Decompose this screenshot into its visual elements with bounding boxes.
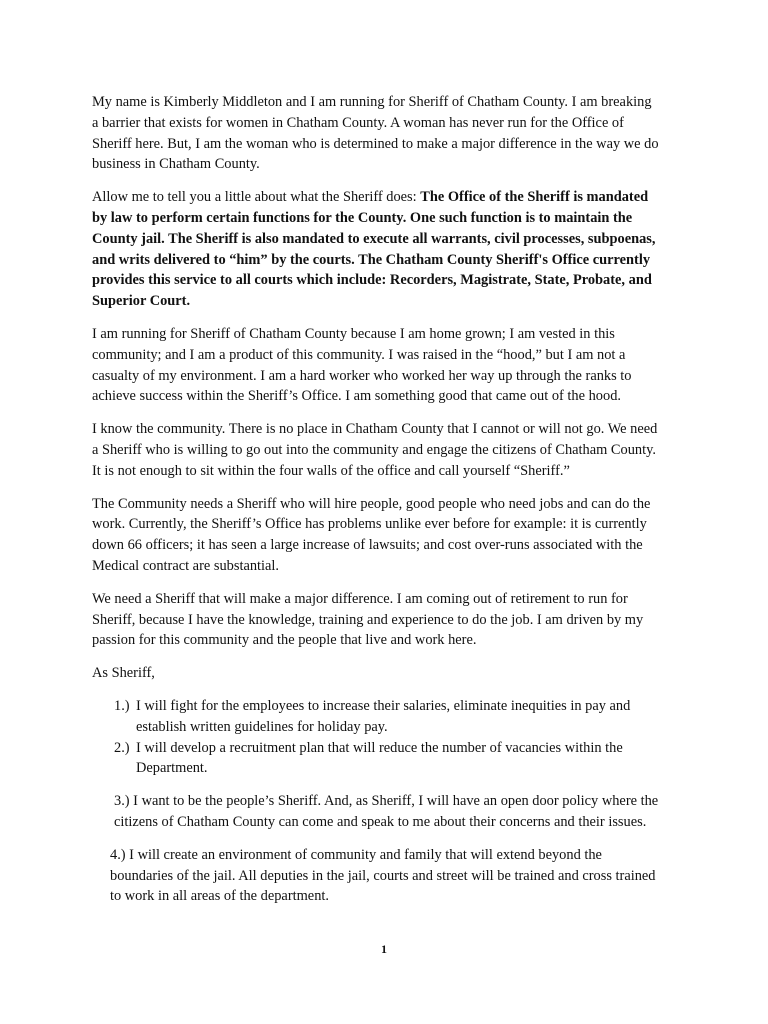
page-number: 1 xyxy=(381,942,387,956)
know-community-paragraph: I know the community. There is no place in Chatham County that I cannot or will not go. We need a Sheriff who is willing to go out into the community and engage the citizens of Chatham County. It is not enough to sit within the four walls of the office and call yourself “Sheriff.” xyxy=(92,421,658,479)
list-item-number: 1.) xyxy=(114,697,130,714)
list-item-3: 3.) I want to be the people’s Sheriff. And, as Sheriff, I will have an open door policy where the citizens of Chatham County can come and speak to me about their concerns and their issues. xyxy=(114,793,659,830)
major-difference-paragraph: We need a Sheriff that will make a major difference. I am coming out of retirement to run for Sheriff, because I have the knowledge, training and experience to do the job. I am driven by my passion for this community and the people that live and work here. xyxy=(92,590,644,649)
list-item-number: 2.) xyxy=(114,739,130,756)
sheriff-duties-bold: The Office of the Sheriff is mandated by law to perform certain functions for the County. One such function is to maintain the County jail. The Sheriff is also mandated to execute all warrants, civil processes, subpoenas, and writs delivered to “him” by the courts. The Chatham County Sheriff's Office currently provides this service to all courts which include: Recorders, Magistrate, State, Probate, and Superior Court. xyxy=(92,189,656,310)
sheriff-duties-intro: Allow me to tell you a little about what the Sheriff does: xyxy=(92,189,421,206)
home-grown-paragraph: I am running for Sheriff of Chatham County because I am home grown; I am vested in this community; and I am a product of this community. I was raised in the “hood,” but I am not a casualty of my environment. I am a hard worker who worked her way up through the ranks to achieve success within the Sheriff’s Office. I am something good that came out of the hood. xyxy=(92,325,632,405)
as-sheriff-paragraph: As Sheriff, xyxy=(92,665,155,682)
community-needs-paragraph: The Community needs a Sheriff who will hire people, good people who need jobs and can do the work. Currently, the Sheriff’s Office has problems unlike ever before for example: it is currently down 66 officers; it has seen a large increase of lawsuits; and cost over-runs associated with the Medical contract are substantial. xyxy=(92,495,651,574)
sheriff-duties-paragraph xyxy=(92,187,660,312)
list-item xyxy=(92,696,660,738)
list-item-text: I will develop a recruitment plan that will reduce the number of vacancies within the Department. xyxy=(136,739,623,777)
list-item xyxy=(92,738,660,780)
intro-paragraph: My name is Kimberly Middleton and I am running for Sheriff of Chatham County. I am breaking a barrier that exists for women in Chatham County. A woman has never run for the Office of Sheriff here. But, I am the woman who is determined to make a major difference in the way we do business in Chatham County. xyxy=(92,94,659,173)
list-item-4: 4.) I will create an environment of community and family that will extend beyond the boundaries of the jail. All deputies in the jail, courts and street will be trained and cross trained to work in all areas of the department. xyxy=(110,846,656,905)
numbered-list xyxy=(92,696,660,779)
list-item-text: I will fight for the employees to increase their salaries, eliminate inequities in pay and establish written guidelines for holiday pay. xyxy=(136,697,631,735)
